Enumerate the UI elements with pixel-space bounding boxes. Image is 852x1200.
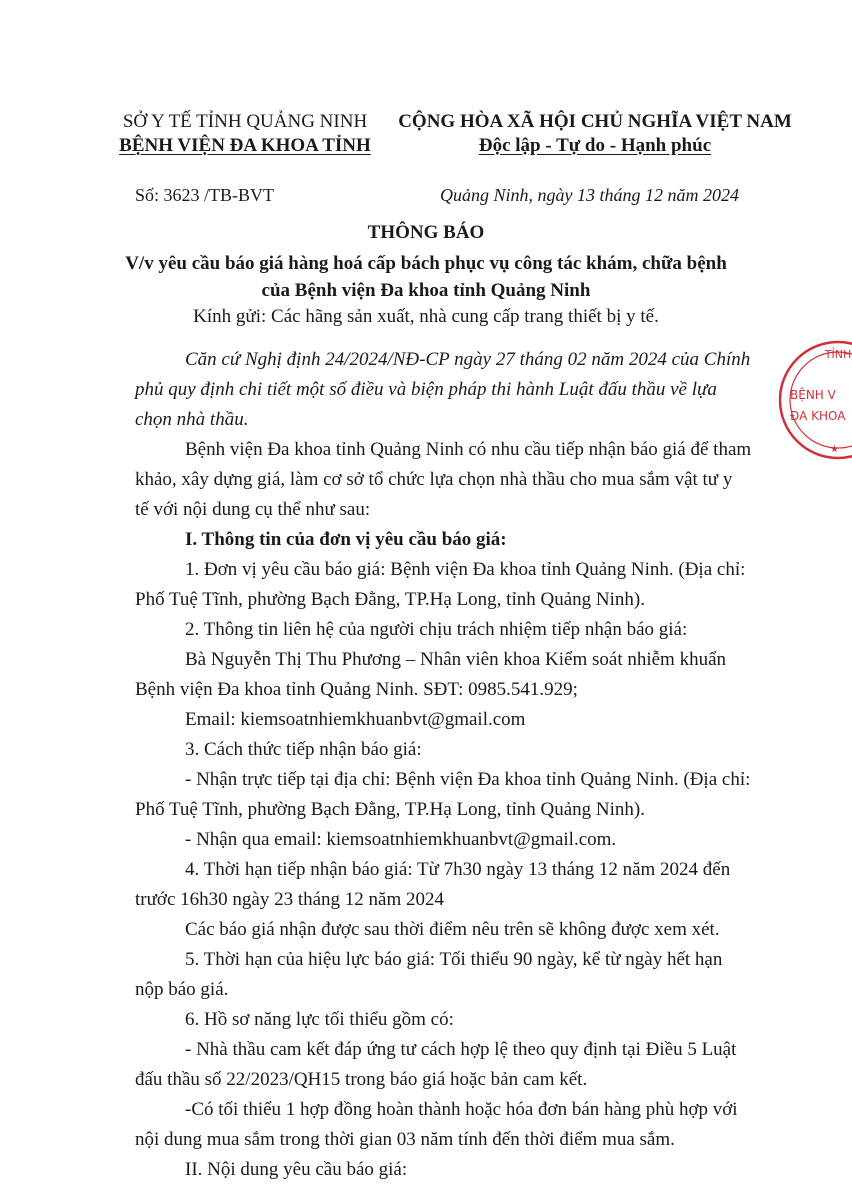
national-motto xyxy=(395,110,795,158)
item-3-line-2: Phố Tuệ Tĩnh, phường Bạch Đằng, TP.Hạ Long, tỉnh Quảng Ninh). xyxy=(135,799,645,820)
item-2-line-3: Bệnh viện Đa khoa tỉnh Quảng Ninh. SĐT: 0985.541.929; xyxy=(135,679,578,700)
section-1-heading: I. Thông tin của đơn vị yêu cầu báo giá: xyxy=(185,529,507,550)
item-2-line-1: 2. Thông tin liên hệ của người chịu trách nhiệm tiếp nhận báo giá: xyxy=(185,619,688,640)
item-5-line-1: 5. Thời hạn của hiệu lực báo giá: Tối thiểu 90 ngày, kể từ ngày hết hạn xyxy=(185,949,723,970)
item-4-line-2: trước 16h30 ngày 23 tháng 12 năm 2024 xyxy=(135,889,444,910)
official-seal-stamp xyxy=(768,340,852,460)
seal-star: ★ xyxy=(830,444,839,455)
item-3-line-1: - Nhận trực tiếp tại địa chỉ: Bệnh viện Đa khoa tỉnh Quảng Ninh. (Địa chỉ: xyxy=(185,769,751,790)
item-2-email: Email: kiemsoatnhiemkhuanbvt@gmail.com xyxy=(185,709,526,730)
item-6-line-1: - Nhà thầu cam kết đáp ứng tư cách hợp lệ theo quy định tại Điều 5 Luật xyxy=(185,1039,737,1060)
legal-basis-line-3: chọn nhà thầu. xyxy=(135,409,249,430)
item-6-line-2: đấu thầu số 22/2023/QH15 trong báo giá hoặc bản cam kết. xyxy=(135,1069,588,1090)
intro-line-1: Bệnh viện Đa khoa tỉnh Quảng Ninh có nhu cầu tiếp nhận báo giá để tham xyxy=(185,439,752,460)
item-3-heading: 3. Cách thức tiếp nhận báo giá: xyxy=(185,739,422,760)
item-6-line-3: -Có tối thiểu 1 hợp đồng hoàn thành hoặc hóa đơn bán hàng phù hợp với xyxy=(185,1099,738,1120)
item-6-line-4: nội dung mua sắm trong thời gian 03 năm tính đến thời điểm mua sắm. xyxy=(135,1129,675,1150)
legal-basis-line-1: Căn cứ Nghị định 24/2024/NĐ-CP ngày 27 tháng 02 năm 2024 của Chính xyxy=(185,349,751,370)
seal-text-middle: BỆNH V xyxy=(790,388,836,402)
item-6-heading: 6. Hồ sơ năng lực tối thiểu gồm có: xyxy=(185,1009,454,1030)
subject-line-2: của Bệnh viện Đa khoa tỉnh Quảng Ninh xyxy=(261,280,591,301)
item-1-line-1: 1. Đơn vị yêu cầu báo giá: Bệnh viện Đa khoa tỉnh Quảng Ninh. (Địa chỉ: xyxy=(185,559,746,580)
recipient-line: Kính gửi: Các hãng sản xuất, nhà cung cấp trang thiết bị y tế. xyxy=(193,306,659,327)
item-1-line-2: Phố Tuệ Tĩnh, phường Bạch Đằng, TP.Hạ Long, tỉnh Quảng Ninh). xyxy=(135,589,645,610)
seal-text-bottom: ĐA KHOA xyxy=(790,409,846,423)
section-2-heading: II. Nội dung yêu cầu báo giá: xyxy=(185,1159,408,1180)
org-line-1: SỞ Y TẾ TỈNH QUẢNG NINH xyxy=(122,111,368,132)
item-5-line-2: nộp báo giá. xyxy=(135,979,229,1000)
item-2-line-2: Bà Nguyễn Thị Thu Phương – Nhân viên khoa Kiểm soát nhiễm khuẩn xyxy=(185,649,727,670)
seal-text-top: TỈNH xyxy=(824,348,852,361)
document-number: Số: 3623 /TB-BVT xyxy=(135,185,275,205)
intro-line-3: tế với nội dung cụ thể như sau: xyxy=(135,499,371,520)
intro-line-2: khảo, xây dựng giá, làm cơ sở tổ chức lựa chọn nhà thầu cho mua sắm vật tư y xyxy=(135,469,733,490)
subject-line-1: V/v yêu cầu báo giá hàng hoá cấp bách phục vụ công tác khám, chữa bệnh xyxy=(125,253,727,274)
item-3-email: - Nhận qua email: kiemsoatnhiemkhuanbvt@gmail.com. xyxy=(185,829,617,850)
item-4-note: Các báo giá nhận được sau thời điểm nêu trên sẽ không được xem xét. xyxy=(185,919,720,940)
nation-line-1: CỘNG HÒA XÃ HỘI CHỦ NGHĨA VIỆT NAM xyxy=(398,111,792,132)
org-line-2: BỆNH VIỆN ĐA KHOA TỈNH xyxy=(119,135,371,156)
document-title: THÔNG BÁO xyxy=(367,222,485,243)
nation-line-2: Độc lập - Tự do - Hạnh phúc xyxy=(478,135,712,156)
legal-basis-line-2: phủ quy định chi tiết một số điều và biện pháp thi hành Luật đấu thầu về lựa xyxy=(135,379,717,400)
issuing-organization xyxy=(100,110,390,158)
item-4-line-1: 4. Thời hạn tiếp nhận báo giá: Từ 7h30 ngày 13 tháng 12 năm 2024 đến xyxy=(185,859,731,880)
place-and-date: Quảng Ninh, ngày 13 tháng 12 năm 2024 xyxy=(440,185,739,205)
